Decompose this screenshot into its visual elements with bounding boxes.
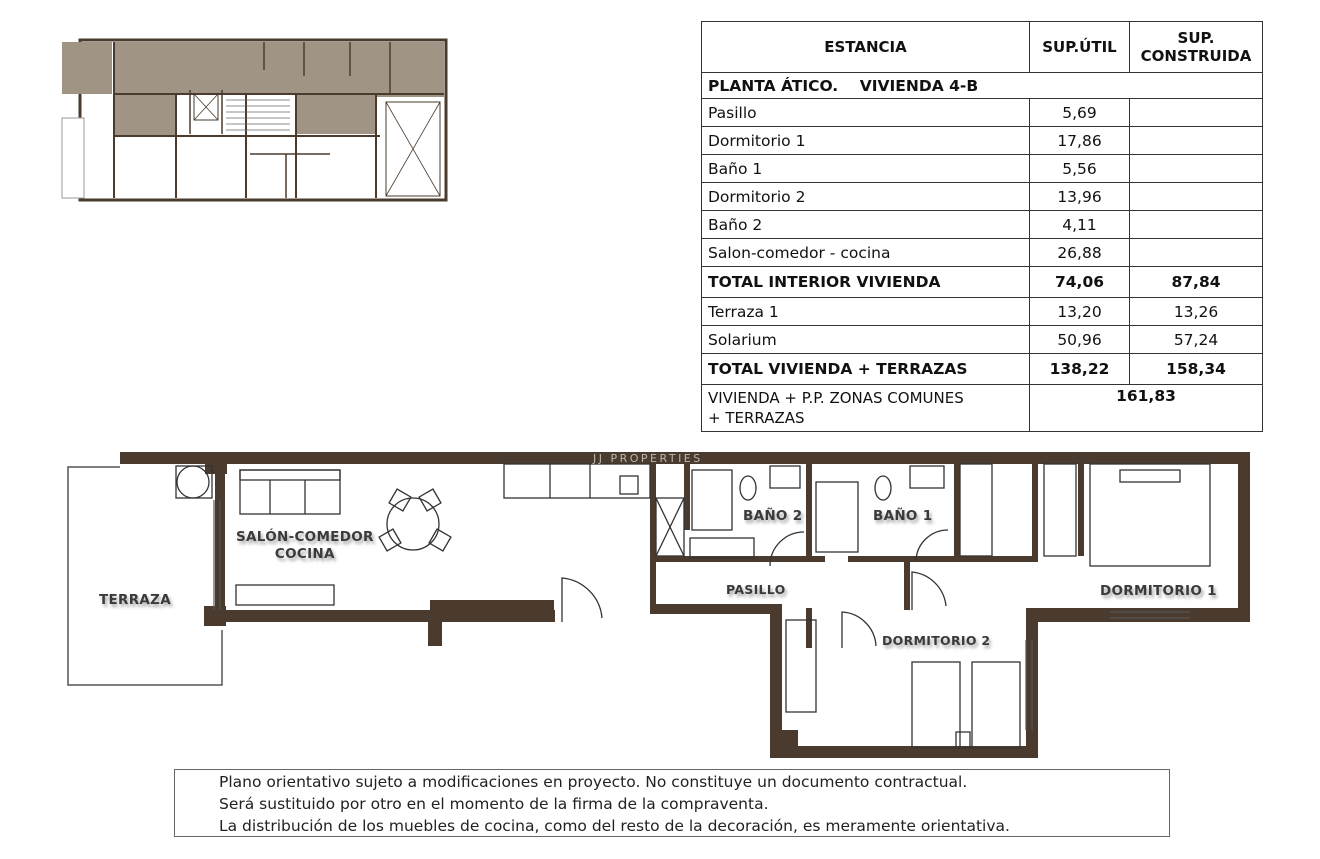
built-area — [1130, 183, 1263, 211]
table-row — [702, 239, 1263, 267]
label-dormitorio-1: DORMITORIO 1 — [1100, 583, 1217, 599]
room-name: Salon-comedor - cocina — [702, 239, 1030, 267]
total-terraces-label: TOTAL VIVIENDA + TERRAZAS — [702, 354, 1030, 385]
room-name: Pasillo — [702, 99, 1030, 127]
table-header-row — [702, 22, 1263, 73]
watermark: JJ PROPERTIES — [593, 452, 703, 465]
room-name: Solarium — [702, 326, 1030, 354]
table-row — [702, 298, 1263, 326]
useful-area: 5,69 — [1030, 99, 1130, 127]
built-area — [1130, 99, 1263, 127]
useful-area: 13,20 — [1030, 298, 1130, 326]
disclaimer-box — [174, 769, 1170, 837]
disclaimer-line: Será sustituido por otro en el momento de la firma de la compraventa. — [219, 795, 769, 813]
section-row — [702, 73, 1263, 99]
floor-plan — [0, 440, 1320, 770]
table-row — [702, 127, 1263, 155]
room-name: Baño 1 — [702, 155, 1030, 183]
label-bano-1: BAÑO 1 — [873, 508, 933, 524]
label-terraza: TERRAZA — [99, 592, 172, 608]
useful-area: 50,96 — [1030, 326, 1130, 354]
total-terraces-built: 158,34 — [1130, 354, 1263, 385]
common-areas-label: VIVIENDA + P.P. ZONAS COMUNES + TERRAZAS — [702, 385, 1030, 432]
disclaimer-line: La distribución de los muebles de cocina, como del resto de la decoración, es meramente orientativa. — [219, 817, 1010, 835]
section-title: PLANTA ÁTICO. VIVIENDA 4-B — [702, 73, 1263, 99]
useful-area: 13,96 — [1030, 183, 1130, 211]
useful-area: 5,56 — [1030, 155, 1130, 183]
total-terraces-row — [702, 354, 1263, 385]
table-row — [702, 155, 1263, 183]
header-room: ESTANCIA — [702, 22, 1030, 73]
table-row — [702, 99, 1263, 127]
useful-area: 26,88 — [1030, 239, 1130, 267]
table-row — [702, 183, 1263, 211]
label-dormitorio-2: DORMITORIO 2 — [882, 633, 991, 648]
table-row — [702, 211, 1263, 239]
common-areas-row — [702, 385, 1263, 432]
room-name: Terraza 1 — [702, 298, 1030, 326]
total-interior-row — [702, 267, 1263, 298]
total-interior-label: TOTAL INTERIOR VIVIENDA — [702, 267, 1030, 298]
built-area — [1130, 127, 1263, 155]
common-areas-value: 161,83 — [1030, 385, 1263, 432]
built-area — [1130, 239, 1263, 267]
room-name: Baño 2 — [702, 211, 1030, 239]
area-table — [701, 21, 1263, 432]
built-area: 13,26 — [1130, 298, 1263, 326]
label-pasillo: PASILLO — [726, 582, 786, 597]
label-salon-comedor-cocina: SALÓN-COMEDOR COCINA — [236, 529, 374, 562]
header-useful-area: SUP.ÚTIL — [1030, 22, 1130, 73]
disclaimer-line: Plano orientativo sujeto a modificaciones en proyecto. No constituye un documento contractual. — [219, 773, 968, 791]
built-area: 57,24 — [1130, 326, 1263, 354]
room-name: Dormitorio 2 — [702, 183, 1030, 211]
total-interior-built: 87,84 — [1130, 267, 1263, 298]
room-name: Dormitorio 1 — [702, 127, 1030, 155]
key-plan-thumbnail — [50, 30, 460, 210]
useful-area: 4,11 — [1030, 211, 1130, 239]
header-built-area: SUP. CONSTRUIDA — [1130, 22, 1263, 73]
label-bano-2: BAÑO 2 — [743, 508, 803, 524]
total-terraces-useful: 138,22 — [1030, 354, 1130, 385]
total-interior-useful: 74,06 — [1030, 267, 1130, 298]
built-area — [1130, 155, 1263, 183]
useful-area: 17,86 — [1030, 127, 1130, 155]
table-row — [702, 326, 1263, 354]
built-area — [1130, 211, 1263, 239]
